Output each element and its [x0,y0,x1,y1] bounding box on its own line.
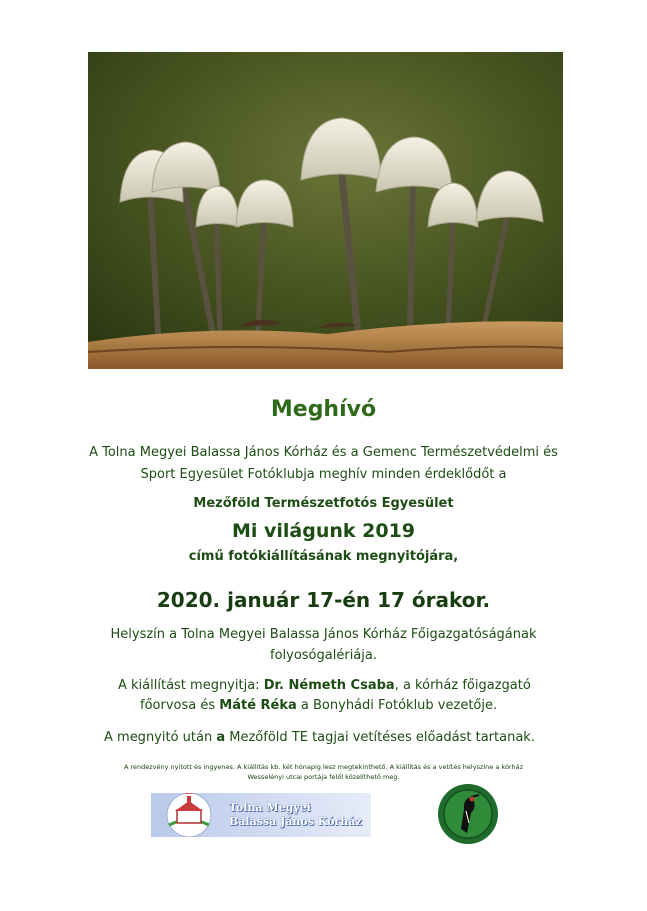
mushroom-photo [88,52,563,369]
intro-line-2: Sport Egyesület Fotóklubja meghív minden érdeklődőt a [140,467,507,482]
after-bold: a [216,730,226,745]
location-line-1: Helyszín a Tolna Megyei Balassa János Kórház Főigazgatóságának [110,627,537,642]
opening-line2-start: főorvosa és [140,698,220,713]
opening-middle: , a kórház főigazgató [394,678,531,693]
footnote-line-2: Wesselényi utcai portája felől közelíthető meg. [247,773,400,781]
exhibition-title: Mi világunk 2019 [231,520,416,542]
opening-line-1 [118,678,531,693]
opening-prefix: A kiállítást megnyitja: [118,678,264,693]
hospital-logo-line-2: Balassa János Kórház [229,815,362,828]
intro-line-1: A Tolna Megyei Balassa János Kórház és a Gemenc Természetvédelmi és [89,445,558,460]
organizer-name: Mezőföld Természetfotós Egyesület [193,496,454,511]
opening-person-1: Dr. Németh Csaba [263,678,395,693]
hospital-logo [151,793,371,837]
after-rest: Mezőföld TE tagjai vetítéses előadást tartanak. [225,730,535,745]
after-opening-text [104,730,535,745]
bird-club-logo [437,783,499,845]
footnote-line-1: A rendezvény nyitott és ingyenes. A kiállítás kb. két hónapig lesz megtekinthető. A kiállítás és a vetítés helyszíne a kórház [123,763,524,771]
woodpecker-icon [437,783,499,845]
exhibition-subtitle: című fotókiállításának megnyitójára, [188,549,459,564]
opening-person-2: Máté Réka [219,698,297,713]
page-title: Meghívó [270,397,377,422]
opening-line2-end: a Bonyhádi Fotóklub vezetője. [296,698,498,713]
event-date: 2020. január 17-én 17 órakor. [156,588,491,612]
after-prefix: A megnyitó után [104,730,217,745]
location-line-2: folyosógalériája. [270,648,377,663]
opening-line-2 [140,698,497,713]
hospital-logo-line-1: Tolna Megyei [229,801,311,814]
